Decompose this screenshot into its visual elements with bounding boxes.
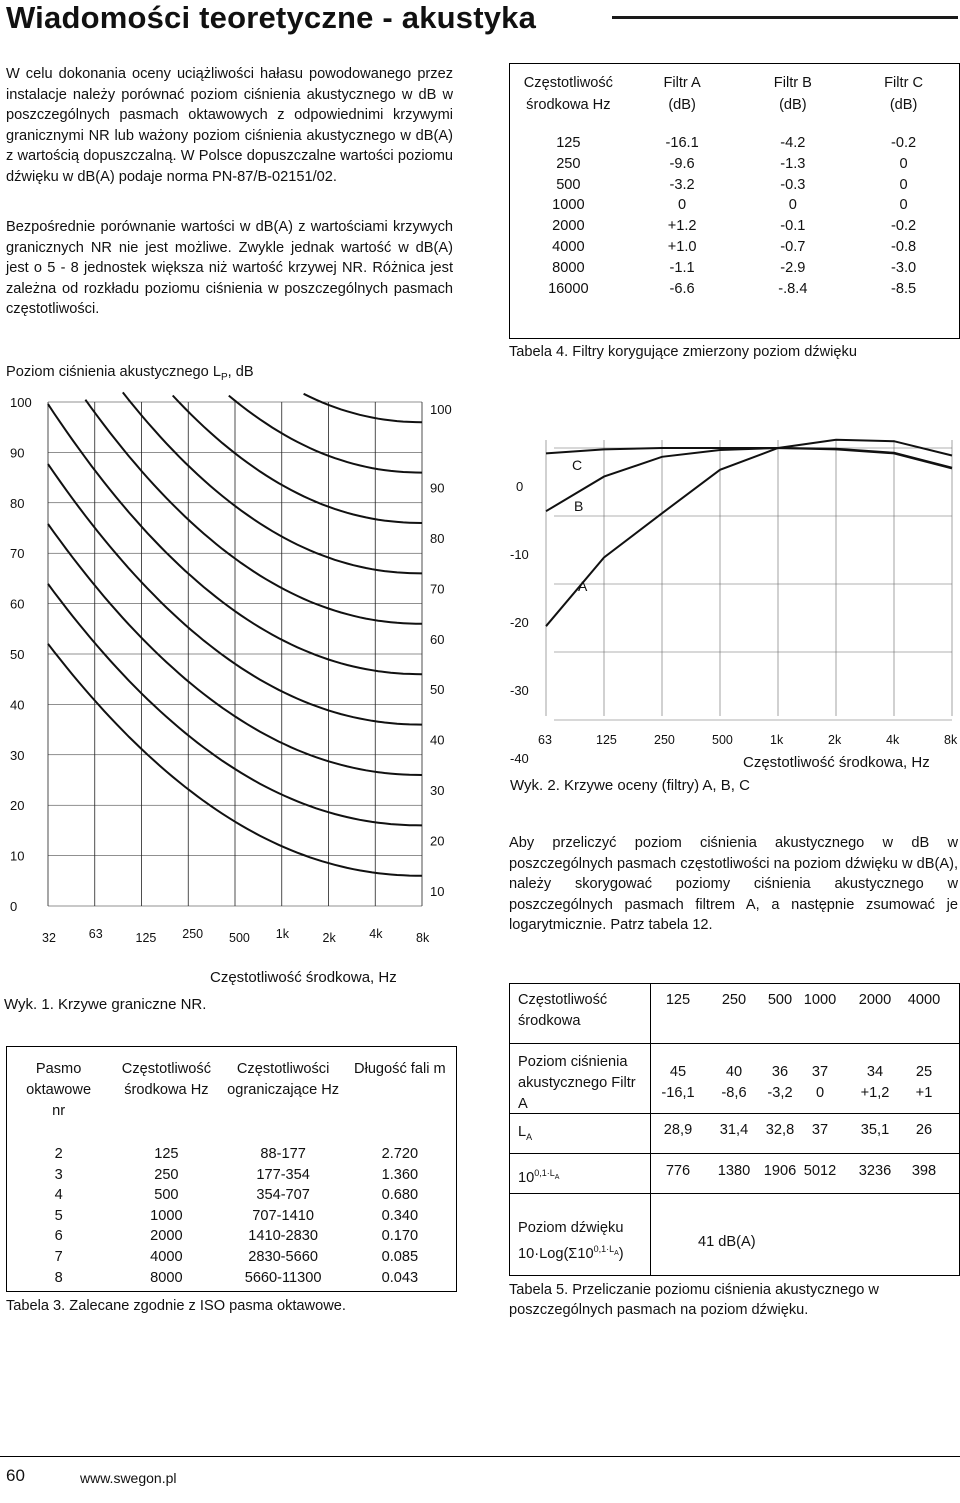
table-cell: 5	[54, 1207, 63, 1224]
t5-value: 5012	[803, 1163, 837, 1179]
nr-curve-label: 90	[430, 480, 445, 496]
octave-table	[6, 1046, 457, 1292]
table-row	[510, 237, 959, 258]
abc-series-label: C	[572, 457, 583, 473]
nr-x-tick: 2k	[322, 931, 336, 945]
nr-x-tick: 125	[135, 931, 157, 945]
table-row	[7, 1206, 456, 1227]
abc-series-B	[546, 448, 952, 511]
nr-y-tick: 30	[10, 747, 25, 763]
table-cell: 16000	[548, 280, 589, 297]
t5-value: 32,8	[765, 1122, 795, 1138]
table-cell: 0.170	[381, 1228, 419, 1245]
table-cell: 4000	[552, 238, 585, 255]
nr-curves-chart	[0, 388, 460, 1013]
nr-y-tick: 20	[10, 798, 25, 814]
nr-chart-title: Wyk. 1. Krzywe graniczne NR.	[4, 996, 207, 1013]
table-row	[7, 1144, 456, 1165]
table-row	[510, 216, 959, 237]
table-row	[510, 154, 959, 175]
table-row	[7, 1226, 456, 1247]
nr-curve	[304, 394, 422, 422]
t5-value: 34	[866, 1064, 884, 1080]
table-cell: -1.3	[780, 155, 806, 172]
footer-url: www.swegon.pl	[80, 1470, 177, 1486]
page-number: 60	[6, 1466, 25, 1485]
th-wavelength: Długość fali m	[354, 1061, 446, 1077]
th-band: Pasmo oktawowe nr	[26, 1061, 92, 1119]
table-cell: 5660-11300	[244, 1269, 322, 1286]
abc-series-A	[546, 440, 952, 626]
t5-value: 4000	[907, 992, 941, 1008]
abc-x-tick: 63	[538, 733, 552, 747]
t5-value: -16,1	[661, 1085, 695, 1101]
dba-conversion-table	[509, 983, 960, 1276]
nr-curve-label: 70	[430, 581, 445, 597]
abc-y-tick: -10	[510, 547, 529, 562]
table-cell: 1.360	[381, 1166, 419, 1183]
abc-x-tick: 8k	[944, 733, 958, 747]
table-cell: 1410-2830	[248, 1228, 319, 1245]
nr-y-tick: 10	[10, 848, 25, 864]
table-cell: 8	[54, 1269, 63, 1286]
table-cell: 0	[678, 197, 687, 214]
t5-value: 28,9	[663, 1122, 693, 1138]
table-cell: 500	[556, 176, 581, 193]
nr-curve-label: 100	[430, 402, 452, 418]
table5-caption: Tabela 5. Przeliczanie poziomu ciśnienia akustycznego w poszczególnych pasmach na poziom dźwięku.	[509, 1282, 879, 1318]
table-cell: 4	[54, 1187, 63, 1204]
table-row	[510, 175, 959, 196]
table3-caption: Tabela 3. Zalecane zgodnie z ISO pasma oktawowe.	[6, 1298, 346, 1314]
table4-caption: Tabela 4. Filtry korygujące zmierzony poziom dźwięku	[509, 344, 857, 360]
table-cell: -9.6	[669, 155, 695, 172]
page-title: Wiadomości teoretyczne - akustyka	[6, 0, 537, 35]
nr-curve-label: 50	[430, 682, 445, 698]
footer-rule	[0, 1456, 960, 1457]
t5-value: 2000	[858, 992, 892, 1008]
nr-curve-label: 60	[430, 631, 445, 647]
table-cell: 177-354	[256, 1166, 310, 1183]
abc-x-label: Częstotliwość środkowa, Hz	[743, 754, 930, 771]
nr-curve-label: 30	[430, 782, 445, 798]
table-cell: -0.2	[891, 135, 917, 151]
t5-value: 37	[811, 1064, 829, 1080]
nr-y-tick: 80	[10, 495, 25, 511]
nr-curve	[229, 396, 422, 473]
th-filter-b: Filtr B (dB)	[773, 75, 812, 113]
table-cell: 125	[154, 1146, 179, 1162]
table-cell: 2	[54, 1146, 63, 1162]
th-limits: Częstotliwości ograniczające Hz	[227, 1061, 340, 1098]
nr-curve-label: 10	[430, 883, 445, 899]
table-cell: -3.0	[891, 259, 917, 276]
nr-x-tick: 8k	[416, 931, 430, 945]
table-cell: 0.043	[381, 1269, 419, 1286]
t5-value: 398	[911, 1163, 937, 1179]
abc-x-tick: 4k	[886, 733, 900, 747]
table-cell: 8000	[150, 1269, 183, 1286]
t5-value: 26	[915, 1122, 933, 1138]
th-filter-c: Filtr C (dB)	[884, 75, 924, 113]
table-cell: 0	[899, 155, 908, 172]
nr-x-tick: 63	[88, 927, 103, 941]
table-cell: -0.1	[780, 218, 806, 235]
t5-value: 776	[665, 1163, 691, 1179]
abc-series-label: A	[578, 578, 588, 594]
nr-y-tick: 40	[10, 697, 25, 713]
table-cell: 0	[788, 197, 797, 214]
table-cell: -3.2	[669, 176, 695, 193]
table-cell: 0.680	[381, 1187, 419, 1204]
t5-level-label: Poziom ciśnienia akustycznego Filtr A	[518, 1054, 636, 1112]
t5-row-sum	[510, 1194, 959, 1274]
table-cell: 125	[556, 135, 581, 151]
filter-table	[509, 63, 960, 339]
abc-chart-title: Wyk. 2. Krzywe oceny (filtry) A, B, C	[510, 777, 750, 794]
table-row	[510, 279, 959, 300]
t5-value: 45	[669, 1064, 687, 1080]
table-cell: 0.340	[381, 1207, 419, 1224]
t5-freq-label: Częstotliwość środkowa	[518, 992, 608, 1029]
table-row	[510, 258, 959, 279]
table-cell: -.8.4	[778, 280, 808, 297]
nr-curve-label: 80	[430, 530, 445, 546]
title-rule	[612, 16, 958, 19]
table-cell: 88-177	[260, 1146, 306, 1162]
nr-curve	[173, 396, 422, 524]
table-cell: 707-1410	[252, 1207, 314, 1224]
table-cell: -2.9	[780, 259, 806, 276]
th-freq: Częstotliwość środkowa Hz	[523, 75, 613, 113]
table-cell: 250	[556, 155, 581, 172]
table-cell: -0.3	[780, 176, 806, 193]
table-cell: 8000	[552, 259, 585, 276]
nr-y-tick: 0	[10, 899, 18, 914]
table-row	[7, 1247, 456, 1268]
th-filter-a: Filtr A (dB)	[663, 75, 701, 113]
t5-value: 3236	[858, 1163, 892, 1179]
abc-x-tick: 500	[712, 733, 733, 747]
table-cell: 7	[54, 1248, 63, 1265]
t5-value: 500	[767, 992, 793, 1008]
abc-x-tick: 125	[596, 733, 617, 747]
table-cell: 2000	[150, 1228, 183, 1245]
nr-y-tick: 100	[10, 395, 32, 410]
t5-row-freq	[510, 984, 959, 1044]
t5-divider	[650, 984, 651, 1275]
t5-value: 1906	[763, 1163, 797, 1179]
table-cell: 2830-5660	[248, 1248, 319, 1265]
nr-chart-ylabel: Poziom ciśnienia akustycznego $L_P$, dB	[6, 364, 254, 383]
abc-x-tick: 2k	[828, 733, 842, 747]
nr-x-tick: 4k	[369, 927, 383, 941]
table-cell: -6.6	[669, 280, 695, 297]
table-cell: 0	[899, 197, 908, 214]
t5-value: 25	[915, 1064, 933, 1080]
table-cell: -1.1	[669, 259, 695, 276]
table-row	[7, 1268, 456, 1289]
table-cell: -4.2	[780, 135, 806, 151]
nr-y-tick: 60	[10, 596, 25, 612]
nr-x-tick: 250	[182, 927, 204, 941]
table-row	[510, 133, 959, 154]
abc-x-tick: 250	[654, 733, 675, 747]
comparison-paragraph: Bezpośrednie porównanie wartości w dB(A) z wartościami krzywych granicznych NR nie jest możliwe. Zwykle jednak wartość w dB(A) jest o 5 - 8 jednostek większa niż wartość krzywej NR. Różnica jest zależna od rozkładu poziomu ciśnienia w poszczególnych pasmach częstotliwości.	[6, 219, 453, 318]
table-cell: -8.5	[891, 280, 917, 297]
t5-value: 250	[721, 992, 747, 1008]
t5-value: 37	[811, 1122, 829, 1138]
t5-value: -3,2	[767, 1085, 793, 1101]
table-row	[7, 1185, 456, 1206]
nr-y-tick: 70	[10, 546, 25, 562]
t5-la-label: $L_A$	[518, 1124, 533, 1142]
table-cell: -0.2	[891, 218, 917, 235]
t5-sum-value: 41 dB(A)	[698, 1234, 756, 1250]
table-cell: 0	[899, 176, 908, 193]
t5-pow-label: $10^{0,1\cdot L_A}$	[518, 1168, 560, 1186]
table-cell: 2.720	[381, 1146, 419, 1162]
table-cell: 3	[54, 1166, 63, 1183]
nr-curve	[85, 400, 422, 624]
abc-y-tick: -30	[510, 683, 529, 698]
table-cell: 6	[54, 1228, 63, 1245]
t5-row-la	[510, 1114, 959, 1154]
t5-value: +1	[915, 1085, 933, 1101]
abc-y-tick: 0	[516, 479, 524, 494]
nr-y-tick: 90	[10, 445, 25, 461]
t5-row-filter	[510, 1044, 959, 1114]
nr-x-tick: 1k	[275, 927, 289, 941]
t5-sum-label: Poziom dźwięku $10\cdot Log(\Sigma 10^{0,1\cdot L_A})$	[518, 1220, 624, 1262]
t5-value: 0	[815, 1085, 825, 1101]
table-cell: +1.0	[667, 238, 697, 255]
nr-curve-label: 40	[430, 732, 445, 748]
table-cell: 354-707	[256, 1187, 310, 1204]
table-cell: -0.8	[891, 238, 917, 255]
nr-x-tick: 32	[42, 931, 56, 945]
t5-value: -8,6	[721, 1085, 747, 1101]
nr-curve-label: 20	[430, 833, 445, 849]
intro-paragraph: W celu dokonania oceny uciążliwości hałasu powodowanego przez instalacje należy porównać poziom ciśnienia akustycznego w dB w poszczególnych pasmach oktawowych z odpowiednimi krzywymi granicznymi NR lub ważony poziom ciśnienia akustycznego w dB(A) z wartością dopuszczalną. W Polsce dopuszczalne wartości poziomu dźwięku w dB(A) podaje norma PN-87/B-02151/02.	[6, 66, 453, 185]
table-cell: 250	[154, 1166, 179, 1183]
t5-row-pow	[510, 1154, 959, 1194]
abc-y-tick: -20	[510, 615, 529, 630]
abc-y-tick: -40	[510, 751, 529, 766]
abc-series-label: B	[574, 498, 584, 514]
nr-x-tick: 500	[229, 931, 250, 945]
weighting-curves-chart	[500, 380, 960, 800]
abc-x-tick: 1k	[770, 733, 784, 747]
t5-value: 1380	[717, 1163, 751, 1179]
nr-y-tick: 50	[10, 647, 25, 662]
conversion-paragraph: Aby przeliczyć poziom ciśnienia akustycznego w dB w poszczególnych pasmach częstotliwości na poziom dźwięku w dB(A), należy skorygować poziomy ciśnienia akustycznego w poszczególnych pasmach filtrem A, a następnie zsumować je logarytmicznie. Patrz tabela 12.	[509, 835, 958, 934]
th-center: Częstotliwość środkowa Hz	[121, 1061, 211, 1098]
t5-value: 1000	[803, 992, 837, 1008]
table-row	[510, 195, 959, 216]
table-cell: 1000	[552, 197, 585, 214]
table-cell: +1.2	[667, 218, 697, 235]
t5-value: 35,1	[860, 1122, 890, 1138]
table-cell: 1000	[150, 1207, 183, 1224]
nr-x-label: Częstotliwość środkowa, Hz	[210, 969, 397, 986]
table-cell: 4000	[150, 1248, 183, 1265]
table-cell: -16.1	[665, 135, 699, 151]
t5-value: 40	[725, 1064, 743, 1080]
table-row	[7, 1165, 456, 1186]
table-cell: 500	[154, 1187, 179, 1204]
t5-value: 36	[771, 1064, 789, 1080]
nr-curve	[123, 392, 422, 573]
t5-value: 125	[665, 992, 691, 1008]
t5-value: +1,2	[860, 1085, 890, 1101]
t5-value: 31,4	[719, 1122, 749, 1138]
table-cell: 0.085	[381, 1248, 419, 1265]
table-cell: -0.7	[780, 238, 806, 255]
table-cell: 2000	[552, 218, 585, 235]
